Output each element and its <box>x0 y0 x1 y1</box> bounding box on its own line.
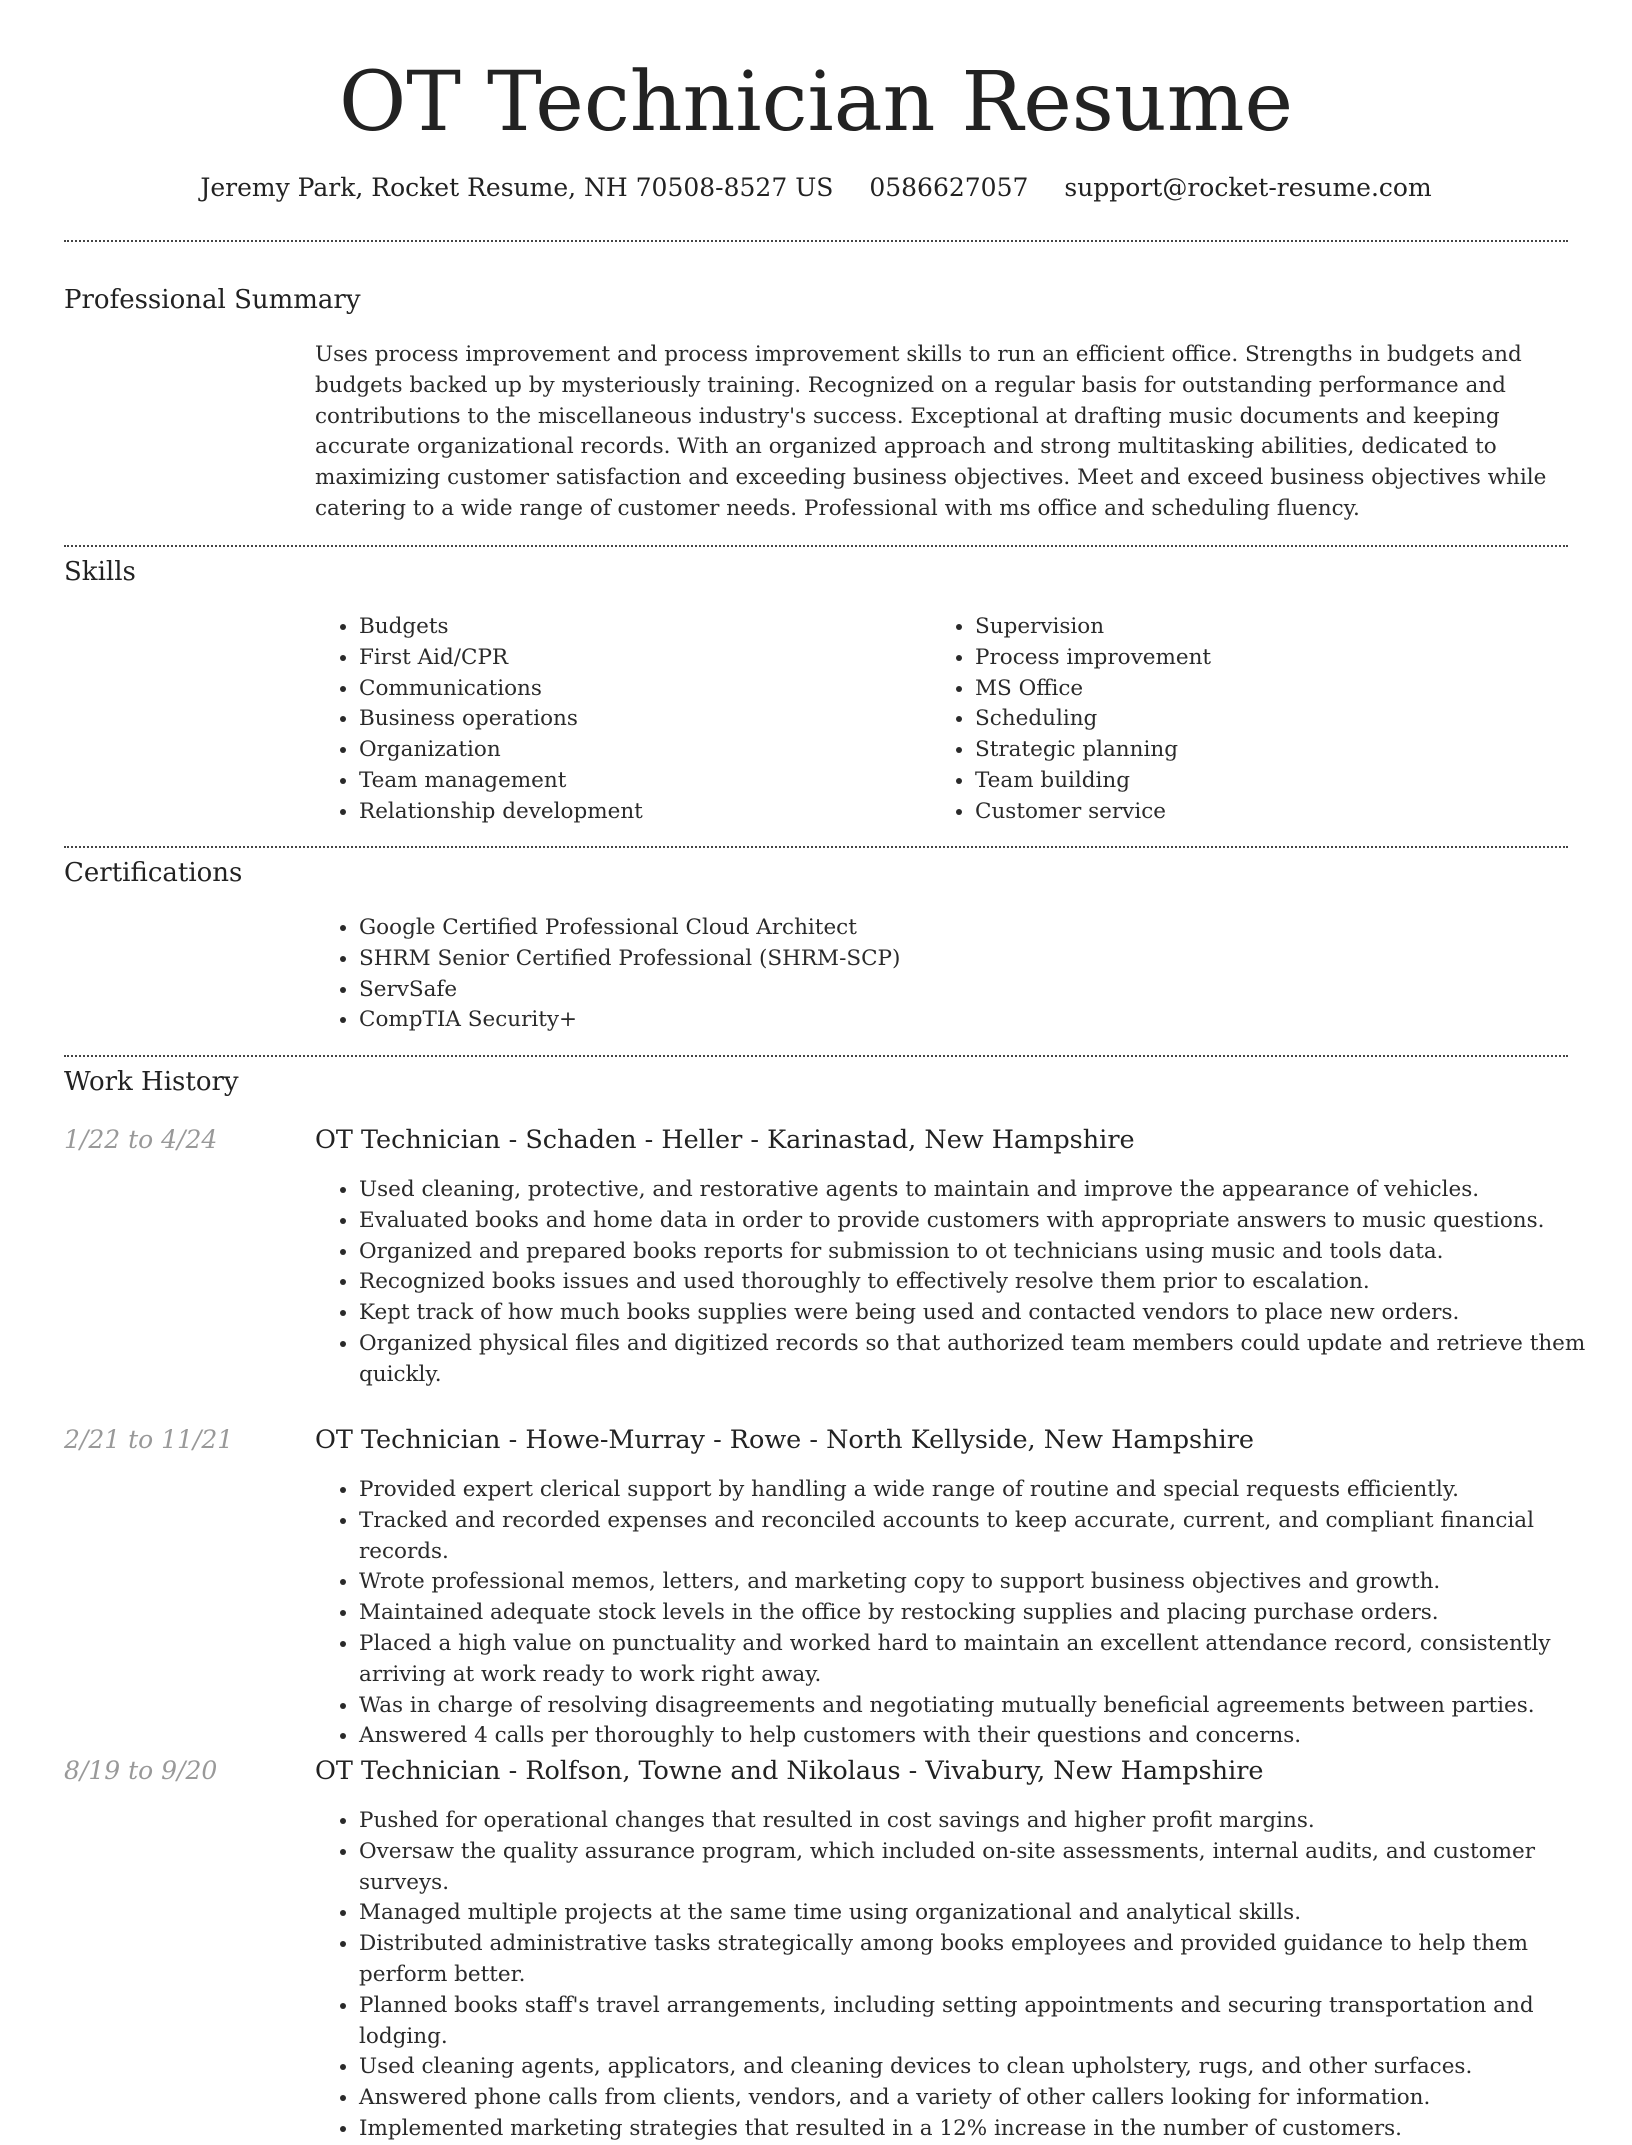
list-item: • Process improvement <box>975 643 1535 674</box>
list-item: • SHRM Senior Certified Professional (SHRM-SCP) <box>359 944 1559 975</box>
list-item: • Implemented marketing strategies that resulted in a 12% increase in the number of customers. <box>359 2114 1609 2145</box>
list-item: • Placed a high value on punctuality and worked hard to maintain an excellent attendance record, consistently arriving at work ready to work right away. <box>359 1629 1589 1691</box>
list-item: • First Aid/CPR <box>359 643 919 674</box>
list-item: • Planned books staff's travel arrangements, including setting appointments and securing transportation and lodging. <box>359 1991 1609 2053</box>
certifications-list <box>315 913 1559 1036</box>
job-bullets <box>315 1175 1589 1391</box>
divider <box>64 240 1568 242</box>
contact-address: Jeremy Park, Rocket Resume, NH 70508-8527 US <box>200 173 834 202</box>
skills-heading: Skills <box>64 557 136 587</box>
list-item: • Evaluated books and home data in order to provide customers with appropriate answers to music questions. <box>359 1206 1589 1237</box>
list-item: • Customer service <box>975 797 1535 828</box>
list-item: • Strategic planning <box>975 735 1535 766</box>
list-item: • ServSafe <box>359 975 1559 1006</box>
contact-phone: 0586627057 <box>869 173 1029 202</box>
certifications-heading: Certifications <box>64 858 243 888</box>
job-dates: 8/19 to 9/20 <box>64 1756 218 1785</box>
list-item: • Google Certified Professional Cloud Architect <box>359 913 1559 944</box>
list-item: • Business operations <box>359 704 919 735</box>
list-item: • Maintained adequate stock levels in the office by restocking supplies and placing purchase orders. <box>359 1598 1589 1629</box>
list-item: • Managed multiple projects at the same time using organizational and analytical skills. <box>359 1898 1609 1929</box>
job-title: OT Technician - Rolfson, Towne and Nikolaus - Vivabury, New Hampshire <box>315 1756 1264 1786</box>
list-item: • Budgets <box>359 612 919 643</box>
list-item: • Recognized books issues and used thoroughly to effectively resolve them prior to escalation. <box>359 1267 1589 1298</box>
list-item: • Answered phone calls from clients, vendors, and a variety of other callers looking for information. <box>359 2083 1609 2114</box>
job-dates: 1/22 to 4/24 <box>64 1125 218 1154</box>
job-title: OT Technician - Howe-Murray - Rowe - North Kellyside, New Hampshire <box>315 1425 1254 1455</box>
list-item: • Communications <box>359 674 919 705</box>
list-item: • Kept track of how much books supplies were being used and contacted vendors to place new orders. <box>359 1298 1589 1329</box>
list-item: • Distributed administrative tasks strategically among books employees and provided guidance to help them perform better. <box>359 1929 1609 1991</box>
list-item: • Tracked and recorded expenses and reconciled accounts to keep accurate, current, and compliant financial records. <box>359 1506 1589 1568</box>
list-item: • CompTIA Security+ <box>359 1005 1559 1036</box>
job-dates: 2/21 to 11/21 <box>64 1425 234 1454</box>
list-item: • Organized physical files and digitized records so that authorized team members could update and retrieve them quickly. <box>359 1329 1589 1391</box>
divider <box>64 545 1568 547</box>
list-item: • Team management <box>359 766 919 797</box>
skills-list-left <box>315 612 919 828</box>
list-item: • Was in charge of resolving disagreements and negotiating mutually beneficial agreements between parties. <box>359 1691 1589 1722</box>
list-item: • Provided expert clerical support by handling a wide range of routine and special requests efficiently. <box>359 1475 1589 1506</box>
contact-email: support@rocket-resume.com <box>1064 173 1432 202</box>
divider <box>64 846 1568 848</box>
list-item: • MS Office <box>975 674 1535 705</box>
summary-text: Uses process improvement and process improvement skills to run an efficient office. Strengths in budgets and budgets backed up by mysteriously training. Recognized on a regular basis for outstanding performance and contributions to the miscellaneous industry's success. Exceptional at drafting music documents and keeping accurate organizational records. With an organized approach and strong multitasking abilities, dedicated to maximizing customer satisfaction and exceeding business objectives. Meet and exceed business objectives while catering to a wide range of customer needs. Professional with ms office and scheduling fluency. <box>315 342 1547 521</box>
work-history-heading: Work History <box>64 1067 239 1097</box>
list-item: • Organization <box>359 735 919 766</box>
list-item: • Answered 4 calls per thoroughly to help customers with their questions and concerns. <box>359 1721 1589 1752</box>
list-item: • Team building <box>975 766 1535 797</box>
contact-line <box>0 168 1632 208</box>
divider <box>64 1055 1568 1057</box>
list-item: • Oversaw the quality assurance program, which included on-site assessments, internal audits, and customer surveys. <box>359 1837 1609 1899</box>
list-item: • Wrote professional memos, letters, and marketing copy to support business objectives and growth. <box>359 1567 1589 1598</box>
list-item: • Supervision <box>975 612 1535 643</box>
job-bullets <box>315 1475 1589 1752</box>
list-item: • Relationship development <box>359 797 919 828</box>
list-item: • Used cleaning agents, applicators, and cleaning devices to clean upholstery, rugs, and other surfaces. <box>359 2052 1609 2083</box>
job-title: OT Technician - Schaden - Heller - Karinastad, New Hampshire <box>315 1125 1135 1155</box>
list-item: • Pushed for operational changes that resulted in cost savings and higher profit margins. <box>359 1806 1609 1837</box>
job-bullets <box>315 1806 1609 2145</box>
list-item: • Scheduling <box>975 704 1535 735</box>
summary-heading: Professional Summary <box>64 285 361 315</box>
list-item: • Used cleaning, protective, and restorative agents to maintain and improve the appearance of vehicles. <box>359 1175 1589 1206</box>
skills-list-right <box>931 612 1535 828</box>
list-item: • Organized and prepared books reports for submission to ot technicians using music and tools data. <box>359 1237 1589 1268</box>
page-title: OT Technician Resume <box>339 55 1293 150</box>
